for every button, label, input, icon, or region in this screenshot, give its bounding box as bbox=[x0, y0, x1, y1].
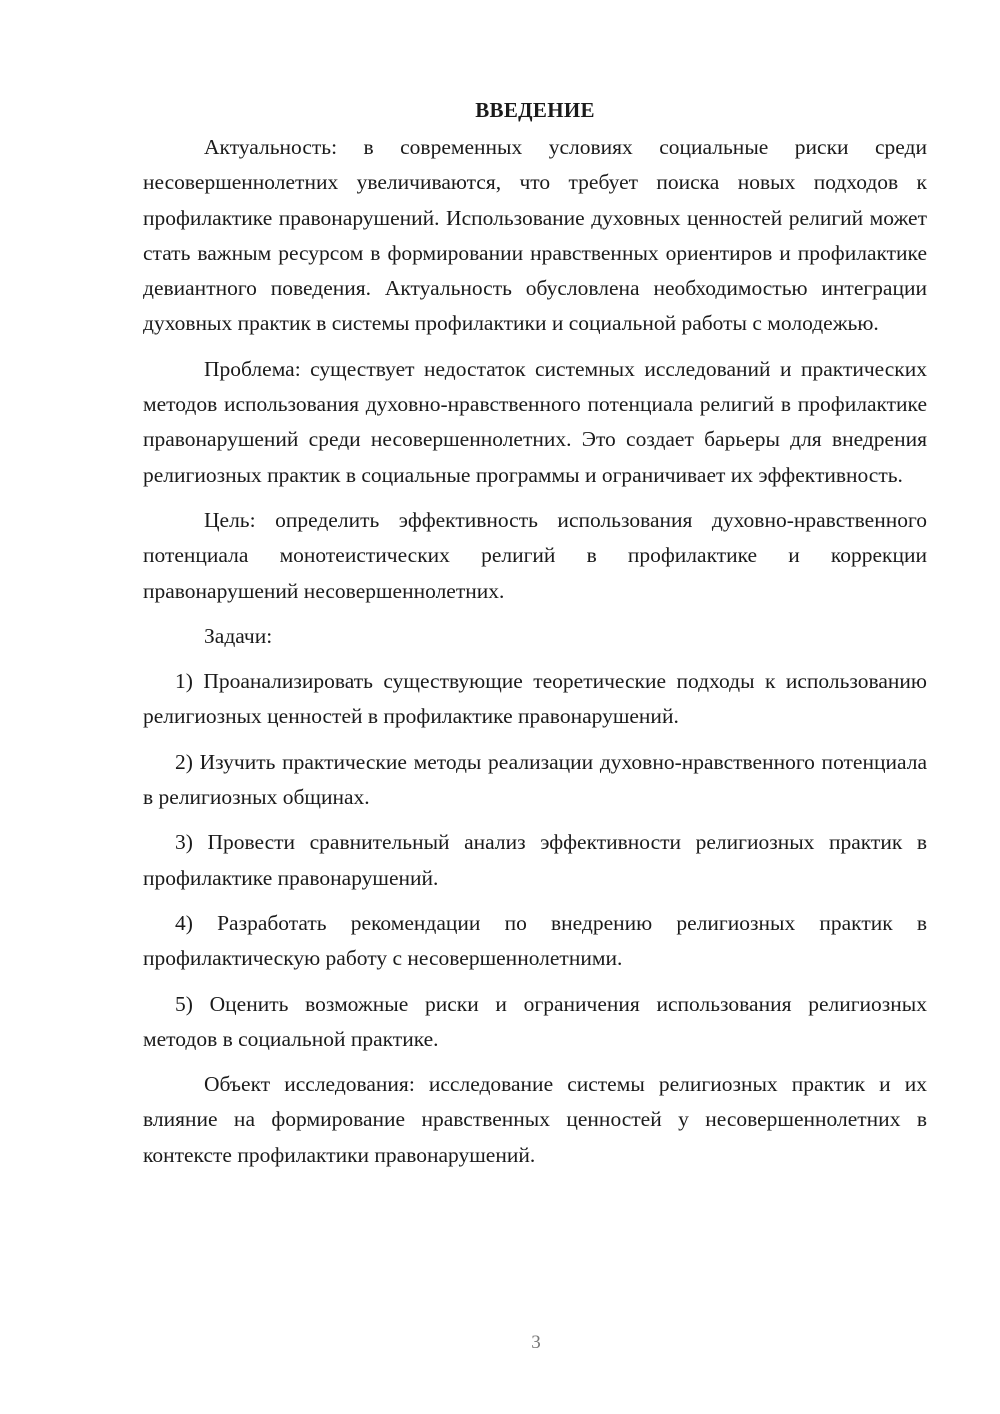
tasks-label: Задачи: bbox=[204, 623, 273, 648]
page-number: 3 bbox=[531, 1332, 541, 1353]
section-heading: ВВЕДЕНИЕ bbox=[475, 98, 595, 122]
object-paragraph: Объект исследования: исследование системы религиозных практик и их влияние на формирование нравственных ценностей у несовершеннолетних в контексте профилактики правонарушений. bbox=[143, 1072, 927, 1167]
relevance-paragraph: Актуальность: в современных условиях социальные риски среди несовершеннолетних увеличиваются, что требует поиска новых подходов к профилактике правонарушений. Использование духовных ценностей религий может стать важным ресурсом в формировании нравственных ориентиров и профилактике девиантного поведения. Актуальность обусловлена необходимостью интеграции духовных практик в системы профилактики и социальной работы с молодежью. bbox=[143, 135, 927, 336]
task-item-4: 4) Разработать рекомендации по внедрению религиозных практик в профилактическую работу с несовершеннолетними. bbox=[143, 910, 927, 971]
task-item-2: 2) Изучить практические методы реализации духовно-нравственного потенциала в религиозных общинах. bbox=[143, 749, 927, 810]
problem-paragraph: Проблема: существует недостаток системных исследований и практических методов использования духовно-нравственного потенциала религий в профилактике правонарушений среди несовершеннолетних. Это создает барьеры для внедрения религиозных практик в социальные программы и ограничивает их эффективность. bbox=[143, 356, 927, 487]
task-item-5: 5) Оценить возможные риски и ограничения использования религиозных методов в социальной практике. bbox=[143, 991, 927, 1051]
document-page bbox=[143, 92, 927, 1173]
goal-paragraph: Цель: определить эффективность использования духовно-нравственного потенциала монотеистических религий в профилактике и коррекции правонарушений несовершеннолетних. bbox=[143, 507, 927, 603]
task-item-1: 1) Проанализировать существующие теоретические подходы к использованию религиозных ценностей в профилактике правонарушений. bbox=[143, 669, 927, 729]
task-item-3: 3) Провести сравнительный анализ эффективности религиозных практик в профилактике правонарушений. bbox=[143, 830, 927, 890]
